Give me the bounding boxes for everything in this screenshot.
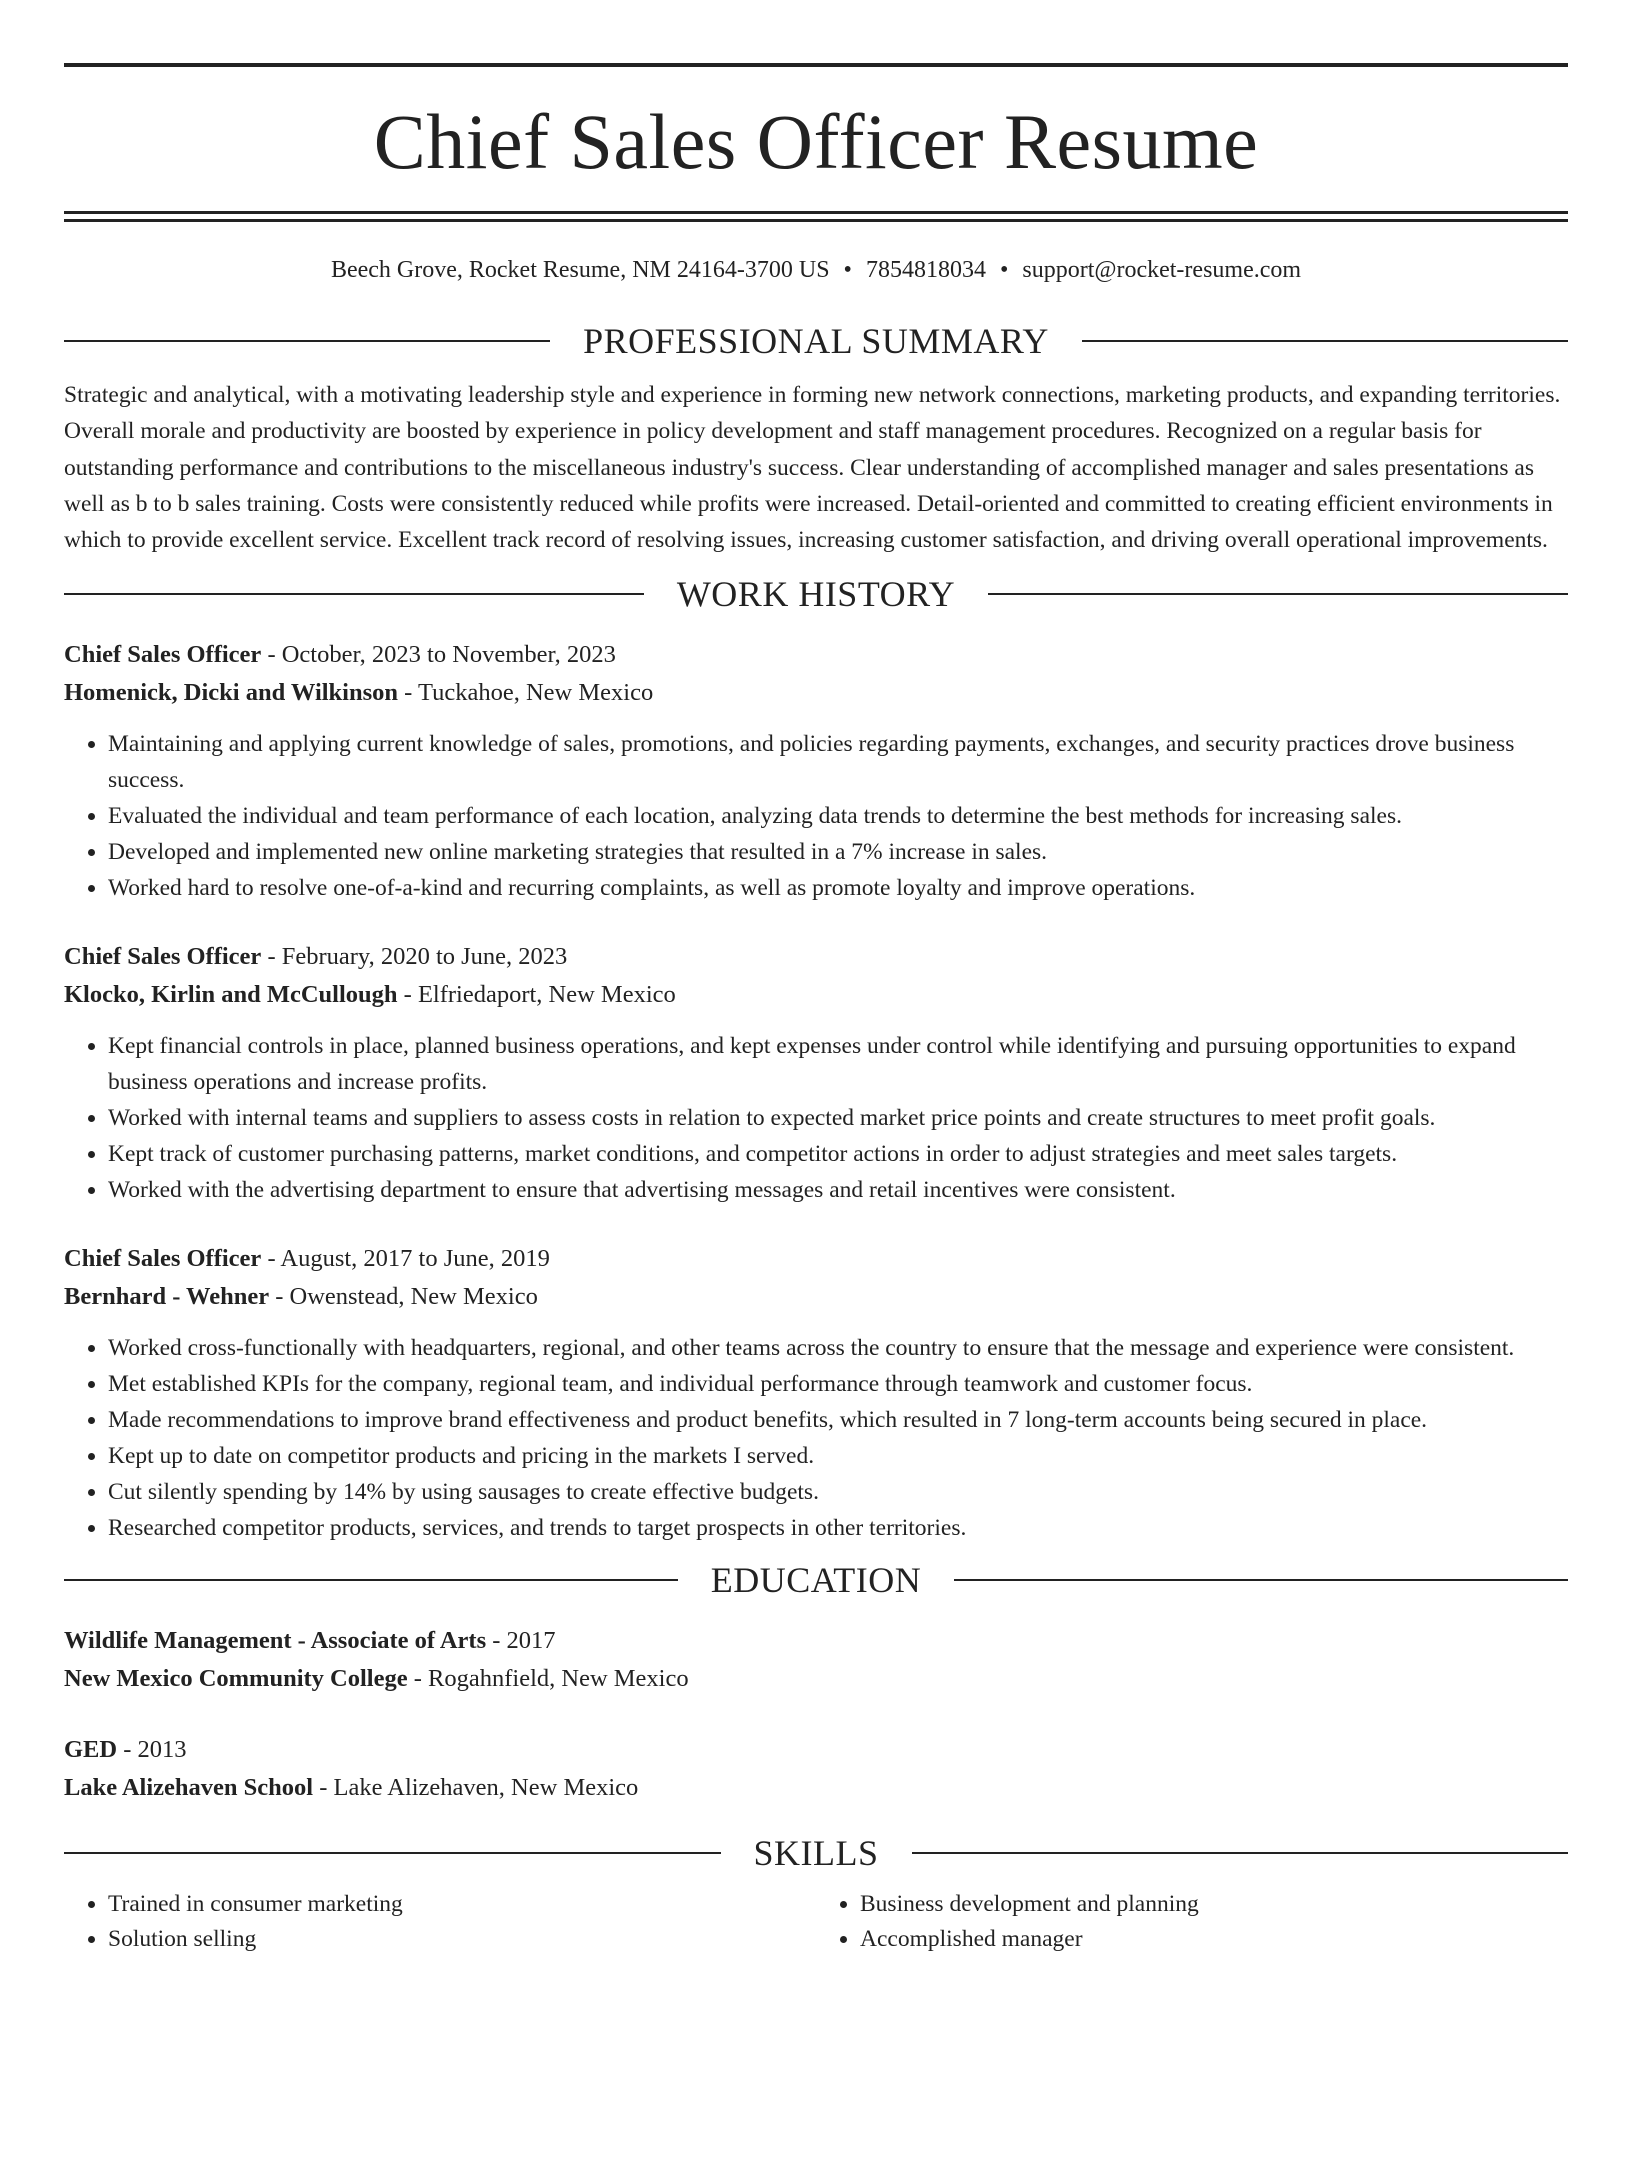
skills-list-left: [64, 1887, 816, 1957]
contact-address: Beech Grove, Rocket Resume, NM 24164-3700 US: [330, 257, 830, 283]
job-dates: - February, 2020 to June, 2023: [261, 943, 568, 971]
degree-year: - 2013: [117, 1736, 187, 1764]
school-line: [64, 1660, 1568, 1698]
section-title: PROFESSIONAL SUMMARY: [583, 321, 1049, 361]
job-dates: - October, 2023 to November, 2023: [261, 641, 616, 669]
summary-text: Strategic and analytical, with a motivating leadership style and experience in forming new network connections, marketing products, and expanding territories. Overall morale and productivity are boosted by experience in policy development and staff management procedures. Recognized on a regular basis for outstanding performance and contributions to the miscellaneous industry's success. Clear understanding of accomplished manager and sales presentations as well as b to b sales training. Costs were consistently reduced while profits were increased. Detail-oriented and committed to creating efficient environments in which to provide excellent service. Excellent track record of resolving issues, increasing customer satisfaction, and driving overall operational improvements.: [64, 382, 1561, 554]
job-bullets: [64, 1330, 1568, 1546]
list-item: • Kept up to date on competitor products and pricing in the markets I served.: [108, 1438, 1568, 1474]
section-heading-summary: [64, 321, 1568, 361]
school-name: New Mexico Community College: [64, 1665, 408, 1693]
contact-separator: •: [843, 257, 852, 283]
degree: Wildlife Management - Associate of Arts: [64, 1627, 487, 1655]
degree: GED: [64, 1736, 118, 1764]
job-company: Bernhard - Wehner: [64, 1283, 270, 1311]
contact-phone: 7854818034: [865, 257, 986, 283]
list-item: • Maintaining and applying current knowledge of sales, promotions, and policies regarding payments, exchanges, and security practices drove business success.: [108, 726, 1568, 798]
heading-rule: [64, 593, 644, 595]
skills-list-right: [816, 1887, 1568, 1957]
section-heading-skills: [64, 1833, 1568, 1873]
degree-year: - 2017: [486, 1627, 556, 1655]
list-item: • Kept financial controls in place, planned business operations, and kept expenses under control while identifying and pursuing opportunities to expand business operations and increase profits.: [108, 1028, 1568, 1100]
job-location: - Tuckahoe, New Mexico: [398, 679, 654, 707]
skill-item: • Business development and planning: [860, 1887, 1568, 1922]
heading-rule: [64, 1852, 721, 1854]
school-line: [64, 1769, 1568, 1807]
education-entry: [64, 1731, 1568, 1807]
job-entry: [64, 1240, 1568, 1546]
top-rule: [64, 63, 1568, 67]
skill-item: • Trained in consumer marketing: [108, 1887, 816, 1922]
section-heading-work-history: [64, 574, 1568, 614]
job-company-line: [64, 674, 1568, 712]
contact-email: support@rocket-resume.com: [1022, 257, 1302, 283]
job-location: - Owenstead, New Mexico: [269, 1283, 538, 1311]
job-title-line: [64, 938, 1568, 976]
list-item: • Researched competitor products, services, and trends to target prospects in other territories.: [108, 1510, 1568, 1546]
heading-rule: [64, 1579, 678, 1581]
heading-rule: [912, 1852, 1569, 1854]
job-company: Homenick, Dicki and Wilkinson: [64, 679, 399, 707]
list-item: • Worked with the advertising department to ensure that advertising messages and retail incentives were consistent.: [108, 1172, 1568, 1208]
list-item: • Met established KPIs for the company, regional team, and individual performance through teamwork and customer focus.: [108, 1366, 1568, 1402]
job-dates: - August, 2017 to June, 2019: [261, 1245, 550, 1273]
degree-line: [64, 1622, 1568, 1660]
list-item: • Kept track of customer purchasing patterns, market conditions, and competitor actions in order to adjust strategies and meet sales targets.: [108, 1136, 1568, 1172]
school-location: - Rogahnfield, New Mexico: [407, 1665, 689, 1693]
contact-line: [64, 255, 1568, 285]
school-name: Lake Alizehaven School: [64, 1774, 314, 1802]
skill-item: • Solution selling: [108, 1922, 816, 1957]
title-double-rule: [64, 211, 1568, 222]
job-title: Chief Sales Officer: [64, 943, 262, 971]
job-bullets: [64, 726, 1568, 906]
school-location: - Lake Alizehaven, New Mexico: [313, 1774, 639, 1802]
job-company-line: [64, 976, 1568, 1014]
job-title-line: [64, 1240, 1568, 1278]
job-entry: [64, 636, 1568, 906]
job-title-line: [64, 636, 1568, 674]
job-company-line: [64, 1278, 1568, 1316]
list-item: • Cut silently spending by 14% by using sausages to create effective budgets.: [108, 1474, 1568, 1510]
list-item: • Made recommendations to improve brand effectiveness and product benefits, which resulted in 7 long-term accounts being secured in place.: [108, 1402, 1568, 1438]
resume-page: [0, 63, 1632, 2175]
list-item: • Worked hard to resolve one-of-a-kind and recurring complaints, as well as promote loyalty and improve operations.: [108, 870, 1568, 906]
contact-separator: •: [999, 257, 1009, 283]
section-title: EDUCATION: [710, 1560, 922, 1601]
heading-rule: [1082, 340, 1568, 342]
job-bullets: [64, 1028, 1568, 1208]
skill-item: • Accomplished manager: [860, 1922, 1568, 1957]
list-item: • Worked cross-functionally with headquarters, regional, and other teams across the country to ensure that the message and experience were consistent.: [108, 1330, 1568, 1366]
page-title: Chief Sales Officer Resume: [373, 98, 1259, 185]
list-item: • Developed and implemented new online marketing strategies that resulted in a 7% increase in sales.: [108, 834, 1568, 870]
section-heading-education: [64, 1560, 1568, 1600]
job-title: Chief Sales Officer: [64, 1245, 262, 1273]
section-title: SKILLS: [753, 1833, 879, 1874]
list-item: • Evaluated the individual and team performance of each location, analyzing data trends to determine the best methods for increasing sales.: [108, 798, 1568, 834]
skills-columns: [64, 1887, 1568, 1957]
job-location: - Elfriedaport, New Mexico: [397, 981, 676, 1009]
job-company: Klocko, Kirlin and McCullough: [64, 981, 398, 1009]
job-entry: [64, 938, 1568, 1208]
heading-rule: [988, 593, 1568, 595]
job-title: Chief Sales Officer: [64, 641, 262, 669]
section-title: WORK HISTORY: [676, 574, 956, 615]
degree-line: [64, 1731, 1568, 1769]
heading-rule: [64, 340, 550, 342]
education-entry: [64, 1622, 1568, 1698]
list-item: • Worked with internal teams and suppliers to assess costs in relation to expected market price points and create structures to meet profit goals.: [108, 1100, 1568, 1136]
heading-rule: [954, 1579, 1568, 1581]
